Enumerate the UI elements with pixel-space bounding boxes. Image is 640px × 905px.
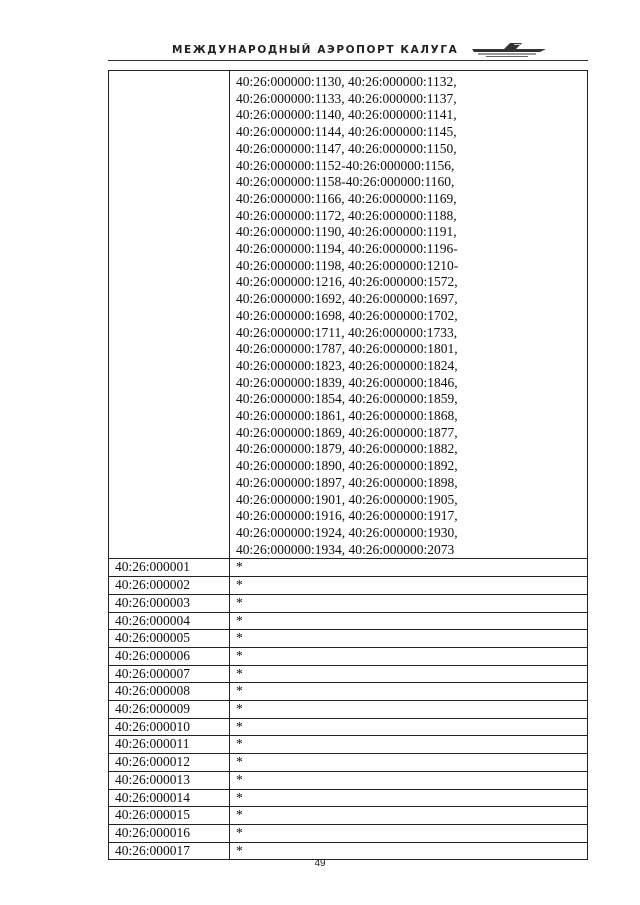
- parcels-cell: *: [230, 647, 588, 665]
- parcel-list-line: 40:26:000000:1890, 40:26:000000:1892,: [236, 458, 458, 474]
- table-row: [109, 594, 588, 612]
- parcel-list-line: 40:26:000000:1711, 40:26:000000:1733,: [236, 324, 458, 340]
- quarter-cell: 40:26:000016: [109, 824, 230, 842]
- table-row: [109, 807, 588, 825]
- parcels-cell: *: [230, 701, 588, 719]
- parcel-list-line: 40:26:000000:1158-40:26:000000:1160,: [236, 174, 455, 190]
- quarter-cell: 40:26:000007: [109, 665, 230, 683]
- parcels-cell: *: [230, 736, 588, 754]
- parcel-list-line: 40:26:000000:1172, 40:26:000000:1188,: [236, 207, 457, 223]
- quarter-cell: 40:26:000017: [109, 842, 230, 860]
- cadastral-table: [108, 70, 588, 860]
- parcel-list-line: 40:26:000000:1854, 40:26:000000:1859,: [236, 391, 458, 407]
- quarter-cell: 40:26:000011: [109, 736, 230, 754]
- parcel-list-line: 40:26:000000:1787, 40:26:000000:1801,: [236, 341, 458, 357]
- quarter-cell: [109, 71, 230, 559]
- quarter-cell: 40:26:000003: [109, 594, 230, 612]
- quarter-cell: 40:26:000013: [109, 771, 230, 789]
- parcel-list-line: 40:26:000000:1190, 40:26:000000:1191,: [236, 224, 457, 240]
- header-divider: [108, 60, 588, 61]
- table-row: [109, 718, 588, 736]
- parcel-list-line: 40:26:000000:1698, 40:26:000000:1702,: [236, 307, 458, 323]
- parcel-list-line: 40:26:000000:1692, 40:26:000000:1697,: [236, 291, 458, 307]
- table-row: [109, 612, 588, 630]
- parcels-cell: *: [230, 594, 588, 612]
- parcel-list-line: 40:26:000000:1916, 40:26:000000:1917,: [236, 508, 458, 524]
- quarter-cell: 40:26:000010: [109, 718, 230, 736]
- parcels-cell: *: [230, 612, 588, 630]
- table-row: [109, 701, 588, 719]
- parcel-list-line: 40:26:000000:1152-40:26:000000:1156,: [236, 157, 455, 173]
- parcel-list-line: 40:26:000000:1823, 40:26:000000:1824,: [236, 357, 458, 373]
- parcels-cell: *: [230, 754, 588, 772]
- parcels-cell: *: [230, 577, 588, 595]
- table-row: [109, 824, 588, 842]
- table-row: [109, 789, 588, 807]
- parcel-list-line: 40:26:000000:1166, 40:26:000000:1169,: [236, 190, 457, 206]
- quarter-cell: 40:26:000005: [109, 630, 230, 648]
- table-row: [109, 577, 588, 595]
- parcel-list-line: 40:26:000000:1147, 40:26:000000:1150,: [236, 140, 457, 156]
- parcels-cell: *: [230, 665, 588, 683]
- table-row: [109, 754, 588, 772]
- parcel-list-cell: [230, 71, 588, 559]
- table-row: [109, 736, 588, 754]
- quarter-cell: 40:26:000008: [109, 683, 230, 701]
- parcel-list-line: 40:26:000000:1934, 40:26:000000:2073: [236, 541, 455, 557]
- parcels-cell: *: [230, 630, 588, 648]
- header-title: МЕЖДУНАРОДНЫЙ АЭРОПОРТ КАЛУГА: [172, 44, 459, 56]
- parcel-list-line: 40:26:000000:1216, 40:26:000000:1572,: [236, 274, 458, 290]
- parcel-list-line: 40:26:000000:1198, 40:26:000000:1210-: [236, 257, 459, 273]
- parcel-list-line: 40:26:000000:1924, 40:26:000000:1930,: [236, 524, 458, 540]
- page-number: 49: [314, 858, 326, 869]
- parcels-cell: *: [230, 683, 588, 701]
- table-row: [109, 665, 588, 683]
- quarter-cell: 40:26:000015: [109, 807, 230, 825]
- parcel-list-line: 40:26:000000:1897, 40:26:000000:1898,: [236, 474, 458, 490]
- parcel-list-line: 40:26:000000:1901, 40:26:000000:1905,: [236, 491, 458, 507]
- parcel-list-line: 40:26:000000:1133, 40:26:000000:1137,: [236, 90, 457, 106]
- parcels-cell: *: [230, 559, 588, 577]
- parcels-cell: *: [230, 718, 588, 736]
- airport-logo-icon: [470, 40, 548, 60]
- parcel-list-line: 40:26:000000:1869, 40:26:000000:1877,: [236, 424, 458, 440]
- parcel-list-line: 40:26:000000:1194, 40:26:000000:1196-: [236, 241, 458, 257]
- quarter-cell: 40:26:000014: [109, 789, 230, 807]
- parcels-cell: *: [230, 807, 588, 825]
- table-row: [109, 559, 588, 577]
- parcel-list-line: 40:26:000000:1144, 40:26:000000:1145,: [236, 124, 457, 140]
- table-row: [109, 771, 588, 789]
- parcel-list-line: 40:26:000000:1140, 40:26:000000:1141,: [236, 107, 457, 123]
- parcels-cell: *: [230, 771, 588, 789]
- parcel-list-line: 40:26:000000:1879, 40:26:000000:1882,: [236, 441, 458, 457]
- table-row: [109, 647, 588, 665]
- quarter-cell: 40:26:000006: [109, 647, 230, 665]
- parcels-cell: *: [230, 789, 588, 807]
- table-row: [109, 683, 588, 701]
- quarter-cell: 40:26:000012: [109, 754, 230, 772]
- parcel-list-line: 40:26:000000:1861, 40:26:000000:1868,: [236, 408, 458, 424]
- parcel-list-line: 40:26:000000:1839, 40:26:000000:1846,: [236, 374, 458, 390]
- table-row-continued: [109, 71, 588, 559]
- quarter-cell: 40:26:000002: [109, 577, 230, 595]
- parcels-cell: *: [230, 824, 588, 842]
- table-row: [109, 630, 588, 648]
- quarter-cell: 40:26:000004: [109, 612, 230, 630]
- parcel-list-line: 40:26:000000:1130, 40:26:000000:1132,: [236, 74, 457, 89]
- parcels-cell: *: [230, 842, 588, 860]
- quarter-cell: 40:26:000001: [109, 559, 230, 577]
- quarter-cell: 40:26:000009: [109, 701, 230, 719]
